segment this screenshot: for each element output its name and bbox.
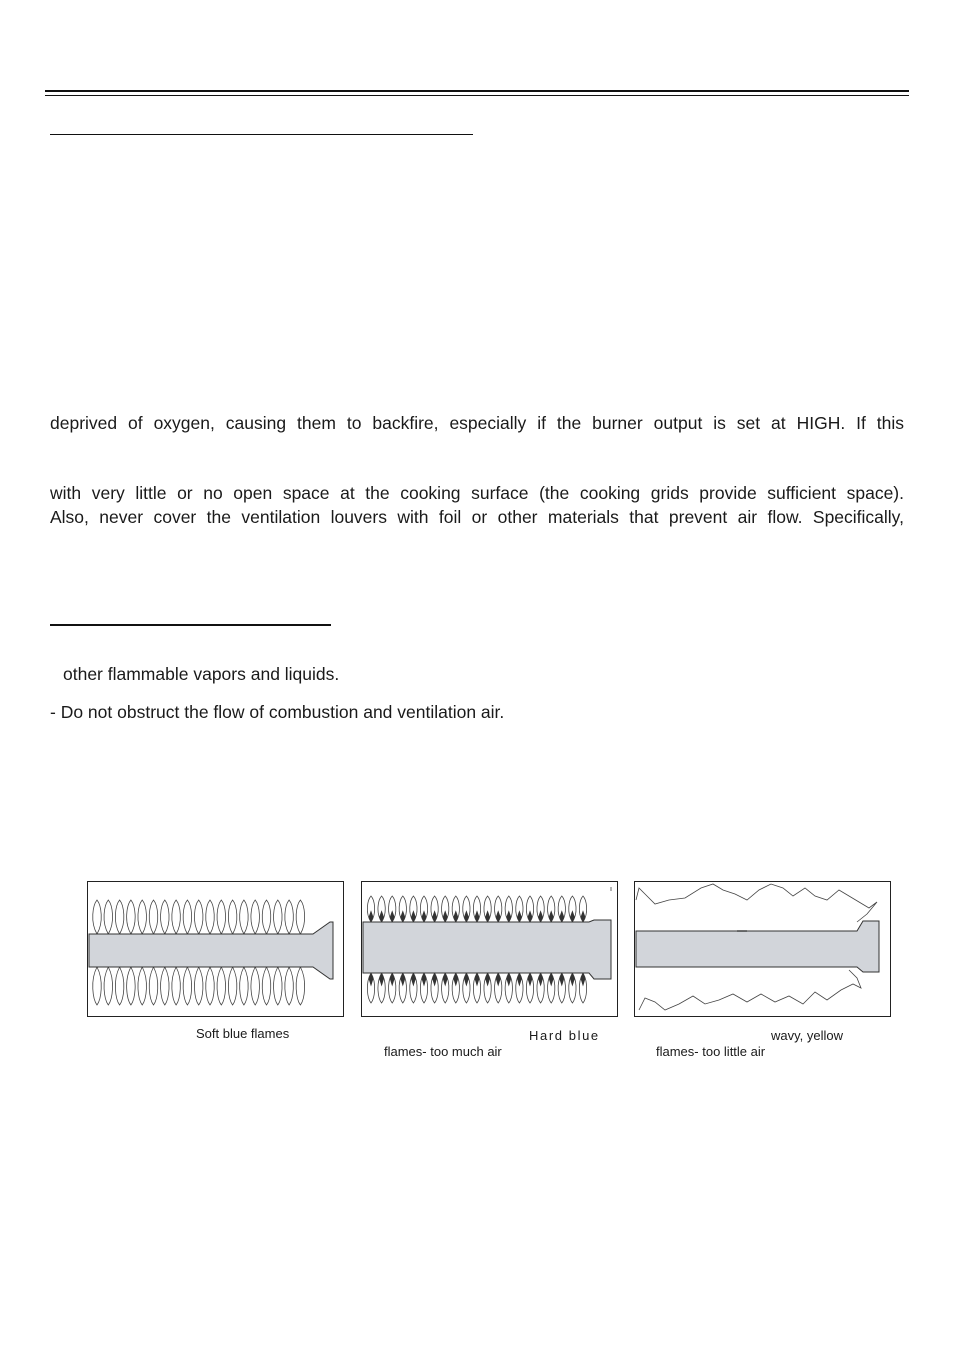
flame-shape	[93, 967, 102, 1005]
burner-tube	[636, 921, 879, 972]
paragraph-line-louvers: Also, never cover the ventilation louvers with foil or other materials that prevent air flow. Specifically,	[50, 507, 904, 527]
flame-shape	[161, 900, 170, 934]
flame-shape	[172, 900, 181, 934]
flame-shape	[262, 967, 271, 1005]
caption-lazy-flames-a: wavy, yellow	[771, 1028, 844, 1043]
header-rule-thin	[45, 95, 909, 96]
flame-shape	[194, 967, 203, 1005]
flame-shape	[296, 900, 305, 934]
burner-figure-lazy-flames	[634, 881, 891, 1017]
flame-shape	[183, 900, 192, 934]
flame-shape	[172, 967, 181, 1005]
flame-shape	[285, 900, 294, 934]
flame-shape	[161, 967, 170, 1005]
flame-shape	[127, 967, 136, 1005]
flame-shape	[262, 900, 271, 934]
flame-shape	[115, 967, 124, 1005]
flame-shape	[274, 967, 283, 1005]
burner-figure-hard-flames	[361, 881, 618, 1017]
flame-shape	[104, 900, 113, 934]
flame-shape	[127, 900, 136, 934]
bullet-obstruct: - Do not obstruct the flow of combustion and ventilation air.	[50, 702, 505, 722]
flame-shape	[149, 900, 158, 934]
flame-shape	[149, 967, 158, 1005]
burner-figure-soft-flames	[87, 881, 344, 1017]
lazy-flame-outline-top	[636, 884, 877, 922]
paragraph-line-backfire: deprived of oxygen, causing them to backfire, especially if the burner output is set at HIGH. If this	[50, 413, 904, 433]
flame-shape	[183, 967, 192, 1005]
bullet-vapors: other flammable vapors and liquids.	[63, 664, 340, 684]
flame-shape	[104, 967, 113, 1005]
flame-shape	[228, 900, 237, 934]
flame-shape	[296, 967, 305, 1005]
flame-shape	[251, 900, 260, 934]
flame-shape	[115, 900, 124, 934]
caption-lazy-flames-b: flames- too little air	[656, 1044, 766, 1059]
flame-shape	[251, 967, 260, 1005]
paragraph-line-open-space: with very little or no open space at the cooking surface (the cooking grids provide sufficient space).	[50, 483, 904, 503]
section-heading-underline	[50, 134, 473, 135]
flame-shape	[217, 900, 226, 934]
flame-shape	[285, 967, 294, 1005]
flame-shape	[138, 900, 147, 934]
flame-shape	[240, 967, 249, 1005]
flame-shape	[274, 900, 283, 934]
section-heading-underline-2	[50, 624, 331, 626]
burner-tube	[363, 920, 611, 979]
lazy-flame-outline-bottom	[639, 970, 861, 1010]
flame-shape	[93, 900, 102, 934]
flame-shape	[206, 967, 215, 1005]
flame-shape	[217, 967, 226, 1005]
header-rule-thick	[45, 90, 909, 92]
caption-hard-flames-b: flames- too much air	[384, 1044, 502, 1059]
flame-shape	[228, 967, 237, 1005]
flame-shape	[138, 967, 147, 1005]
caption-hard-flames-a: Hard blue	[529, 1028, 600, 1043]
flame-shape	[240, 900, 249, 934]
caption-soft-flames: Soft blue flames	[196, 1026, 290, 1041]
flame-shape	[194, 900, 203, 934]
flame-shape	[206, 900, 215, 934]
